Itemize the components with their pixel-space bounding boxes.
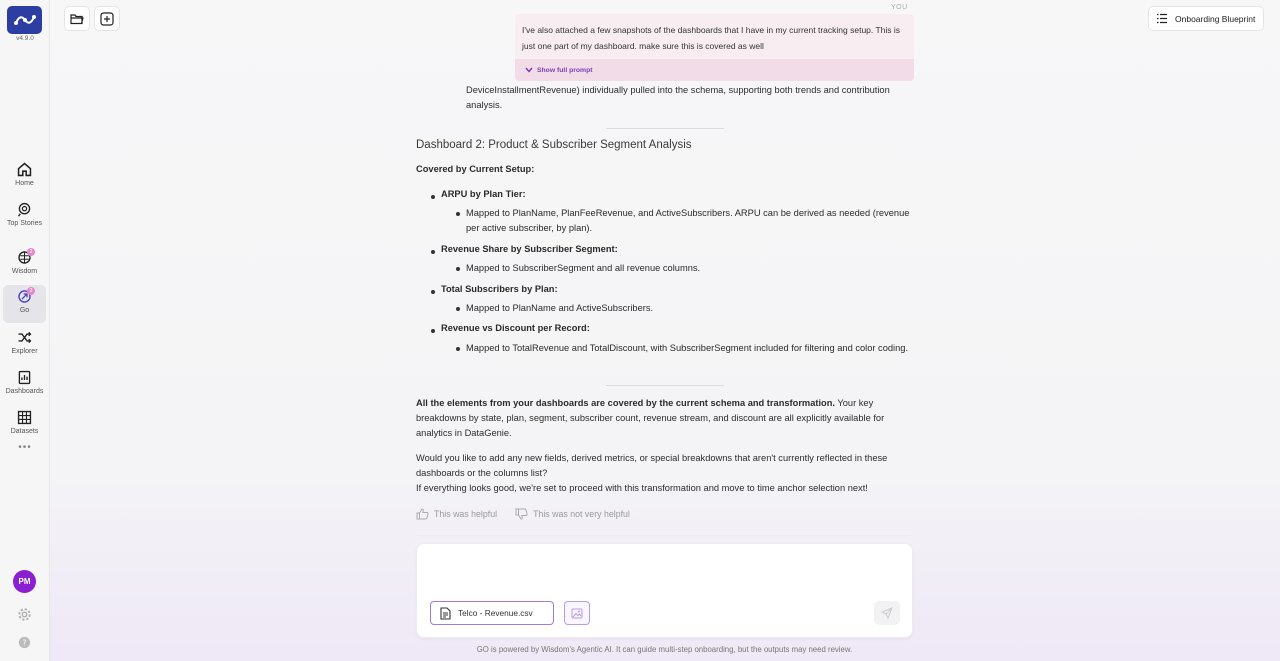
sidebar-item-explorer[interactable] xyxy=(3,326,46,364)
top-stories-icon xyxy=(16,201,33,218)
sidebar-item-home[interactable] xyxy=(3,158,46,196)
list-item-detail: Mapped to SubscriberSegment and all revenue columns. xyxy=(466,261,916,276)
sidebar-item-dashboards[interactable] xyxy=(3,366,46,404)
svg-text:?: ? xyxy=(22,637,27,648)
thumbs-down-icon xyxy=(515,508,528,520)
next-step-paragraph: If everything looks good, we're set to proceed with this transformation and move to time anchor selection next! xyxy=(416,483,868,493)
response-continuation: DeviceInstallmentRevenue) individually pulled into the schema, supporting both trends and contribution analysis. xyxy=(466,85,890,110)
show-full-prompt-button[interactable] xyxy=(515,59,914,81)
new-chat-button[interactable] xyxy=(94,6,120,31)
avatar[interactable]: PM xyxy=(13,570,36,593)
list-item-detail: Mapped to TotalRevenue and TotalDiscount, with SubscriberSegment included for filtering and color coding. xyxy=(466,341,916,356)
list-item-detail: Mapped to PlanName, PlanFeeRevenue, and ActiveSubscribers. ARPU can be derived as needed (revenue per active subscriber, by plan). xyxy=(466,206,916,236)
summary-paragraph xyxy=(416,396,916,441)
sidebar-item-label: Go xyxy=(19,307,30,314)
attached-file-chip[interactable] xyxy=(430,601,554,625)
sidebar-item-top-stories[interactable] xyxy=(3,198,46,236)
divider xyxy=(416,535,912,536)
send-button[interactable] xyxy=(874,601,900,625)
sidebar-item-datasets[interactable] xyxy=(3,406,46,444)
help-icon[interactable] xyxy=(17,635,32,650)
sidebar-item-label: Datasets xyxy=(10,428,39,435)
show-full-prompt-label: Show full prompt xyxy=(537,66,593,74)
question-paragraph: Would you like to add any new fields, derived metrics, or special breakdowns that aren't currently reflected in these dashboards or the columns list? xyxy=(416,453,888,478)
user-message-text: I've also attached a few snapshots of the dashboards that I have in my current tracking setup. This is just one part of my dashboard. make sure this is covered as well xyxy=(522,25,901,51)
sidebar-item-wisdom[interactable] xyxy=(3,246,46,284)
user-message xyxy=(515,14,914,81)
chevron-down-icon xyxy=(525,67,533,73)
sidebar xyxy=(0,0,50,661)
list-item-title: Total Subscribers by Plan: xyxy=(441,284,558,294)
section-title: Dashboard 2: Product & Subscriber Segment Analysis xyxy=(416,139,692,151)
list-item-title: ARPU by Plan Tier: xyxy=(441,189,526,199)
feedback-bar xyxy=(416,508,630,520)
summary-rest: Your key breakdowns by state, plan, segment, subscriber count, revenue stream, and discount are all explicitly available for analytics in DataGenie. xyxy=(416,398,885,438)
sidebar-item-label: Top Stories xyxy=(6,220,43,227)
onboarding-blueprint-button[interactable] xyxy=(1148,6,1264,31)
sender-label: YOU xyxy=(891,4,908,11)
divider xyxy=(606,385,724,386)
sidebar-item-label: Wisdom xyxy=(11,268,38,275)
notification-badge: 2 xyxy=(27,248,35,256)
list-icon xyxy=(1156,13,1168,24)
covered-label: Covered by Current Setup: xyxy=(416,164,535,174)
list-item-title: Revenue Share by Subscriber Segment: xyxy=(441,244,618,254)
home-icon xyxy=(16,161,33,178)
notification-badge: 2 xyxy=(27,287,35,295)
not-helpful-label: This was not very helpful xyxy=(533,509,630,519)
attach-image-button[interactable] xyxy=(564,601,590,625)
list-item-title: Revenue vs Discount per Record: xyxy=(441,323,590,333)
sidebar-item-label: Explorer xyxy=(11,348,38,355)
shuffle-icon xyxy=(16,329,33,346)
not-helpful-button[interactable] xyxy=(515,508,630,520)
dashboard-icon xyxy=(16,369,33,386)
list-item-detail: Mapped to PlanName and ActiveSubscribers. xyxy=(466,301,916,316)
disclaimer-text: GO is powered by Wisdom's Agentic AI. It can guide multi-step onboarding, but the outputs may need review. xyxy=(476,645,853,654)
open-folder-button[interactable] xyxy=(64,6,90,31)
sidebar-item-label: Home xyxy=(15,180,34,187)
plus-square-icon xyxy=(100,12,114,26)
sidebar-item-label: Dashboards xyxy=(5,388,44,395)
logo-icon xyxy=(13,12,37,28)
gear-icon[interactable] xyxy=(17,607,32,622)
message-composer[interactable] xyxy=(416,543,913,638)
blueprint-label: Onboarding Blueprint xyxy=(1175,13,1256,24)
divider xyxy=(606,128,724,129)
file-icon xyxy=(440,607,451,620)
helpful-button[interactable] xyxy=(416,508,497,520)
attached-file-name: Telco - Revenue.csv xyxy=(458,608,533,618)
summary-bold: All the elements from your dashboards are covered by the current schema and transformation. xyxy=(416,398,835,408)
table-icon xyxy=(16,409,33,426)
sidebar-item-go[interactable] xyxy=(3,285,46,323)
more-icon[interactable]: ••• xyxy=(18,442,32,453)
image-icon xyxy=(571,608,583,619)
send-icon xyxy=(881,607,893,619)
helpful-label: This was helpful xyxy=(434,509,498,519)
folder-icon xyxy=(70,13,84,25)
thumbs-up-icon xyxy=(416,508,429,520)
app-version: v4.9.0 xyxy=(16,35,34,42)
app-logo[interactable] xyxy=(7,6,42,34)
